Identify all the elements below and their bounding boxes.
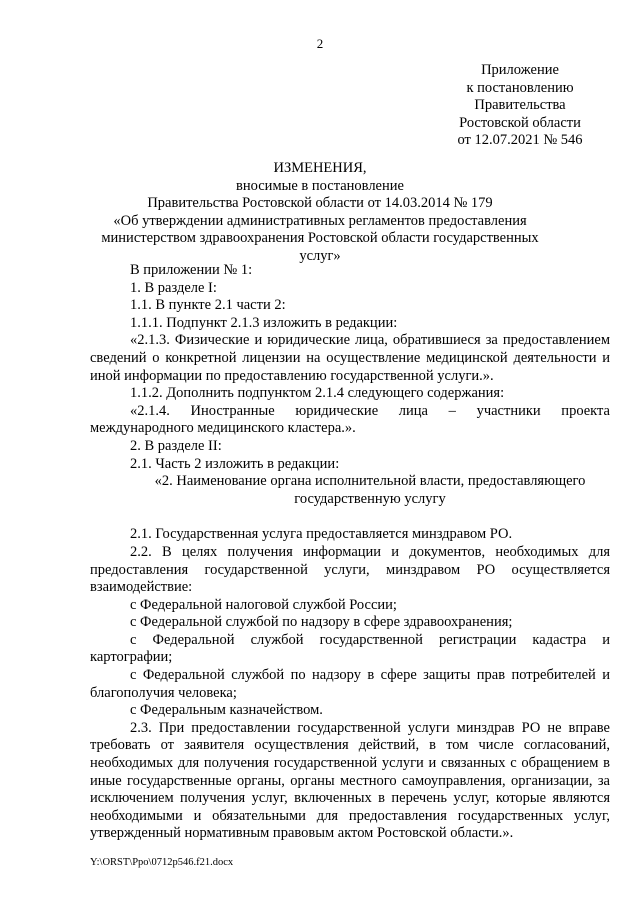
document-body bbox=[90, 262, 610, 843]
title-heading: ИЗМЕНЕНИЯ, bbox=[273, 160, 367, 176]
section-heading: «2. Наименование органа исполнительной власти, предоставляющего государственную услугу bbox=[154, 473, 586, 507]
list-item: с Федеральной налоговой службой России; bbox=[130, 596, 397, 613]
paragraph: 1.1.1. Подпункт 2.1.3 изложить в редакции: bbox=[130, 314, 398, 331]
paragraph: «2.1.4. Иностранные юридические лица – участники проекта международного медицинского кластера.». bbox=[90, 402, 610, 437]
list-item: с Федеральным казначейством. bbox=[130, 702, 323, 719]
title-line: Правительства Ростовской области от 14.03.2014 № 179 bbox=[147, 195, 493, 211]
appendix-block bbox=[430, 62, 610, 150]
page-number: 2 bbox=[316, 36, 324, 51]
paragraph: В приложении № 1: bbox=[130, 262, 253, 278]
paragraph: 2.2. В целях получения информации и документов, необходимых для предоставления государственной услуги, минздравом РО осуществляется взаимодействие: bbox=[90, 543, 610, 596]
paragraph: 1.1. В пункте 2.1 части 2: bbox=[130, 297, 286, 314]
appendix-line: Правительства bbox=[474, 97, 566, 113]
paragraph: 2. В разделе II: bbox=[130, 437, 222, 454]
paragraph: «2.1.3. Физические и юридические лица, обратившиеся за предоставлением сведений о конкретной лицензии на осуществление медицинской деятельности и иной информации по предоставлению государственной услуги.». bbox=[90, 332, 610, 384]
paragraph: 2.1. Государственная услуга предоставляется минздравом РО. bbox=[130, 526, 513, 543]
appendix-line: от 12.07.2021 № 546 bbox=[457, 132, 583, 148]
title-line: «Об утверждении административных регламентов предоставления bbox=[113, 212, 527, 229]
appendix-line: к постановлению bbox=[466, 79, 574, 96]
list-item: с Федеральной службой по надзору в сфере защиты прав потребителей и благополучия человека; bbox=[90, 667, 610, 701]
document-title bbox=[80, 160, 560, 265]
paragraph: 1. В разделе I: bbox=[130, 279, 217, 296]
paragraph: 2.3. При предоставлении государственной услуги минздрав РО не вправе требовать от заявителя осуществления действий, в том числе согласований, необходимых для получения государственной услуги и связанных с обращением в иные государственные органы, органы местного самоуправления, организации, за исключением получения услуг, включенных в перечень услуг, которые являются необходимыми и обязательными для предоставления государственных услуг, утвержденный нормативным правовым актом Ростовской области.». bbox=[90, 719, 610, 842]
file-path-footer: Y:\ORST\Ppo\0712p546.f21.docx bbox=[90, 857, 234, 868]
list-item: с Федеральной службой государственной регистрации кадастра и картографии; bbox=[90, 631, 610, 666]
title-line: вносимые в постановление bbox=[236, 177, 404, 194]
paragraph: 2.1. Часть 2 изложить в редакции: bbox=[130, 455, 340, 472]
appendix-line: Приложение bbox=[481, 62, 559, 78]
list-item: с Федеральной службой по надзору в сфере здравоохранения; bbox=[130, 614, 513, 631]
appendix-line: Ростовской области bbox=[459, 114, 581, 131]
title-line: министерством здравоохранения Ростовской области государственных услуг» bbox=[101, 230, 539, 264]
paragraph: 1.1.2. Дополнить подпунктом 2.1.4 следующего содержания: bbox=[130, 385, 505, 402]
spacer bbox=[90, 508, 610, 526]
